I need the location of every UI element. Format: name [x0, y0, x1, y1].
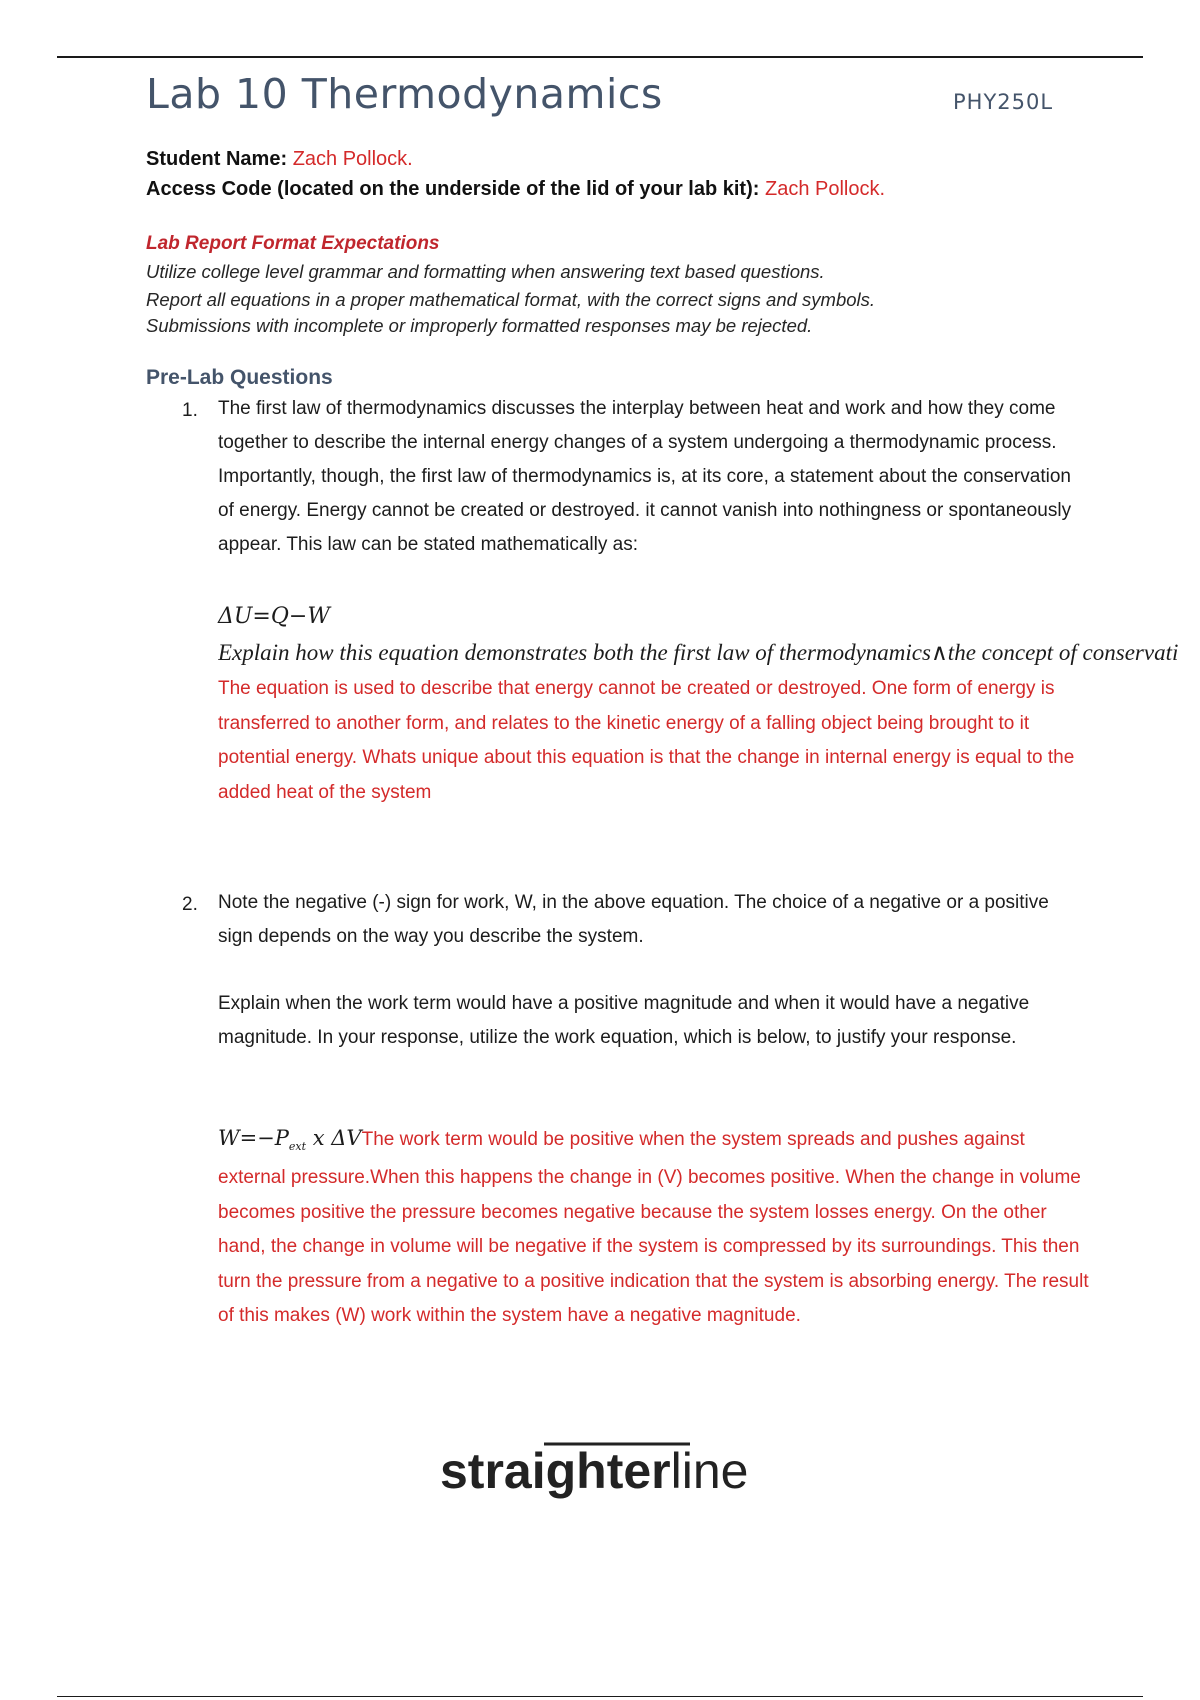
work-equation-lhs: W=−P [218, 1126, 289, 1150]
student-name-value: Zach Pollock. [292, 148, 413, 170]
question-1-number: 1. [182, 400, 198, 421]
straighterline-logo [440, 1440, 800, 1520]
first-law-equation: ΔU=Q−W [218, 604, 330, 629]
work-equation [218, 1126, 362, 1154]
question-1-answer: The equation is used to describe that energy cannot be created or destroyed. One form of energy is transferred to another form, and relates to the kinetic energy of a falling object being brought to it potential energy. Whats unique about this equation is that the change in internal energy is equal to the added heat of the system [218, 678, 1075, 803]
access-code-row [146, 178, 885, 201]
prelab-heading: Pre-Lab Questions [146, 366, 333, 389]
format-line-3: Submissions with incomplete or improperly formatted responses may be rejected. [146, 315, 813, 336]
logo-bold-text: straighter [440, 1443, 671, 1499]
question-2-text: Note the negative (-) sign for work, W, in the above equation. The choice of a negative or a positive sign depends on the way you describe the system. [218, 892, 1049, 947]
access-code-label: Access Code (located on the underside of the lid of your lab kit): [146, 178, 760, 200]
bottom-rule [57, 1696, 1143, 1697]
course-code: PHY250L [953, 90, 1054, 114]
question-1-text: The first law of thermodynamics discusses the interplay between heat and work and how they come together to describe the internal energy changes of a system undergoing a thermodynamic process. Importantly, though, the first law of thermodynamics is, at its core, a statement about the conservation of energy. Energy cannot be created or destroyed. it cannot vanish into nothingness or spontaneously appear. This law can be stated mathematically as: [218, 398, 1072, 555]
logo-text [440, 1443, 748, 1499]
top-rule [57, 56, 1143, 58]
format-expectations-title: Lab Report Format Expectations [146, 233, 440, 254]
student-name-label: Student Name: [146, 148, 288, 170]
logo-light-text: line [670, 1443, 749, 1499]
format-line-1: Utilize college level grammar and formatting when answering text based questions. [146, 261, 825, 282]
work-equation-rhs: x ΔV [312, 1126, 362, 1150]
question-1-prompt: Explain how this equation demonstrates both the first law of thermodynamics∧the concept of conservati [218, 640, 1179, 665]
work-equation-subscript: ext [288, 1140, 307, 1154]
work-equation-line [218, 1126, 1025, 1153]
question-2-answer-first-line: The work term would be positive when the system spreads and pushes against [361, 1129, 1025, 1150]
format-line-2: Report all equations in a proper mathematical format, with the correct signs and symbols. [146, 289, 876, 310]
question-2-answer: external pressure.When this happens the change in (V) becomes positive. When the change in volume becomes positive the pressure becomes negative because the system losses energy. On the other hand, the change in volume will be negative if the system is compressed by its surroundings. This then turn the pressure from a negative to a positive indication that the system is absorbing energy. The result of this makes (W) work within the system have a negative magnitude. [218, 1167, 1089, 1326]
student-name-row [146, 148, 413, 171]
page-title: Lab 10 Thermodynamics [146, 70, 663, 118]
access-code-value: Zach Pollock. [764, 178, 886, 200]
question-2-prompt: Explain when the work term would have a positive magnitude and when it would have a negative magnitude. In your response, utilize the work equation, which is below, to justify your response. [218, 993, 1030, 1048]
question-2-number: 2. [182, 894, 198, 915]
